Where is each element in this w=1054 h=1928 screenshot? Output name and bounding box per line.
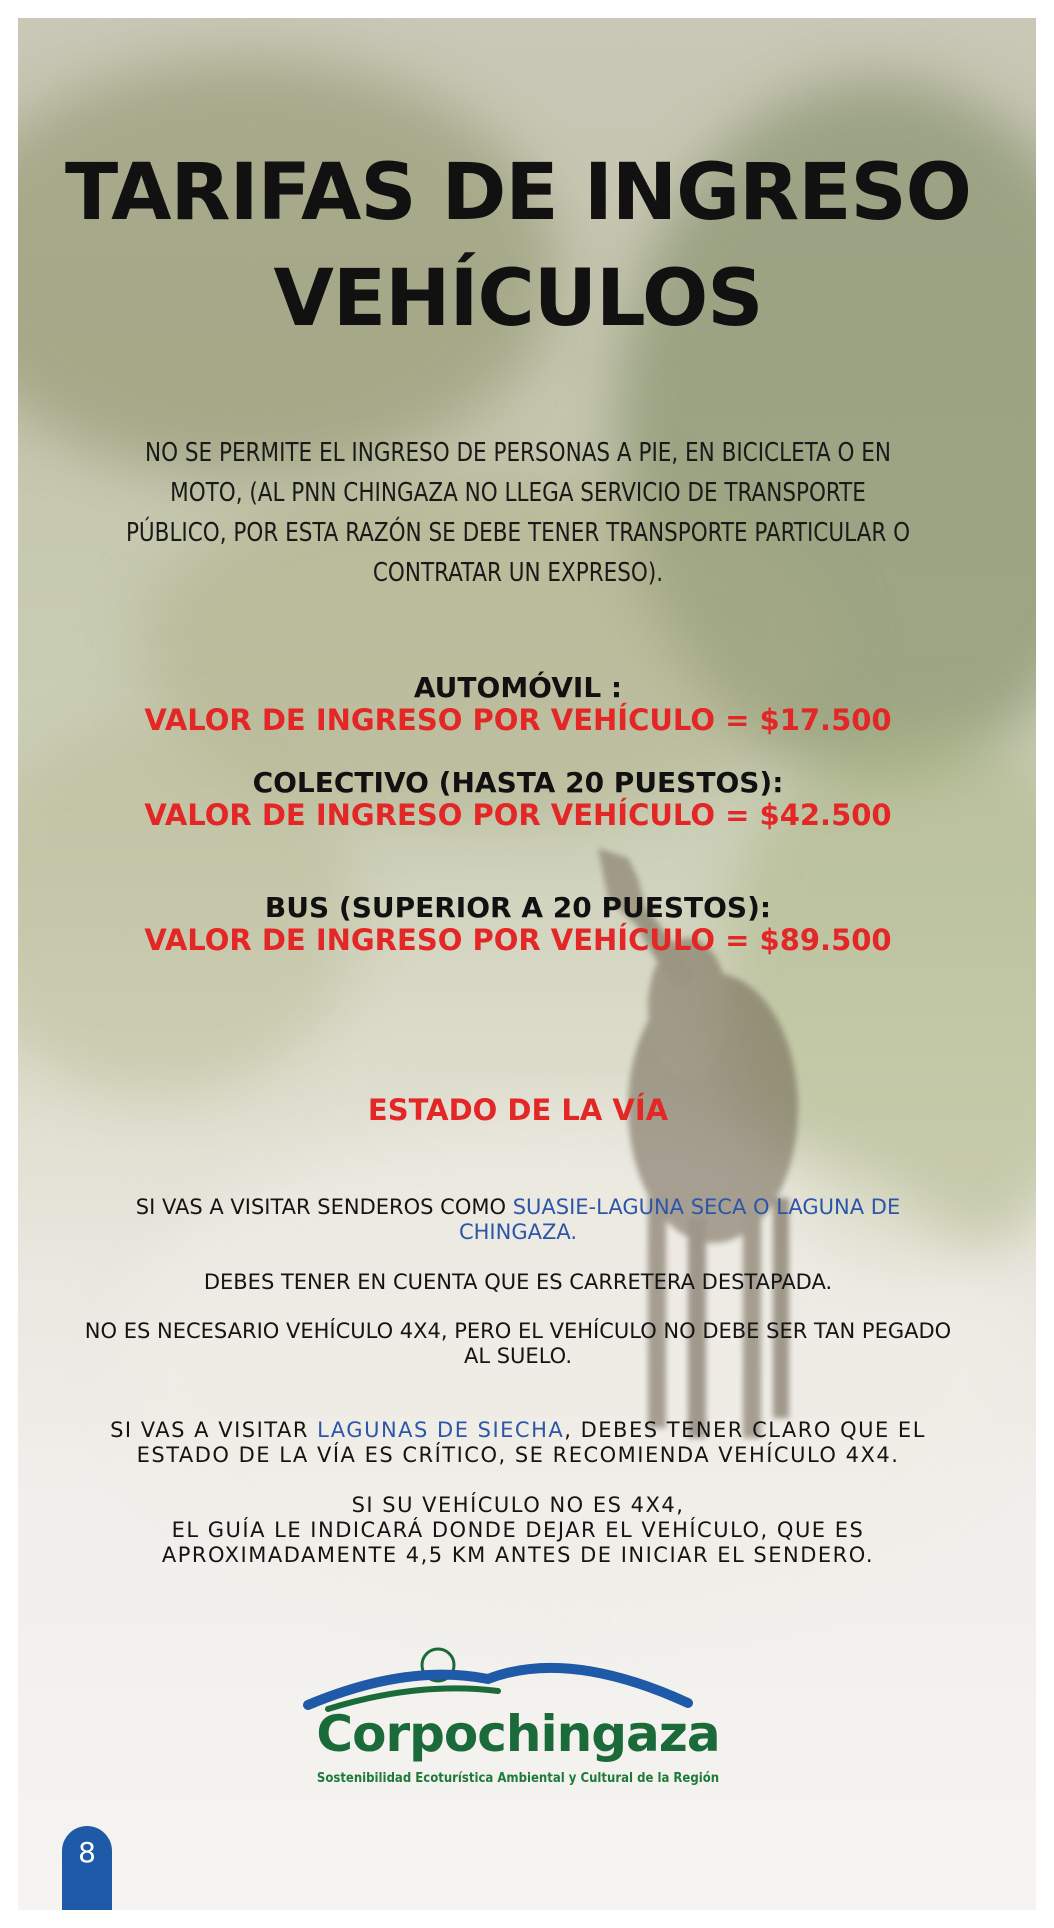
logo-wordmark: Corpochingaza bbox=[316, 1705, 720, 1763]
page-number-badge bbox=[62, 1826, 112, 1910]
rate-value-bus: VALOR DE INGRESO POR VEHÍCULO = $89.500 bbox=[144, 923, 892, 957]
page-title-line1: TARIFAS DE INGRESO bbox=[65, 148, 971, 238]
road-text: SI SU VEHÍCULO NO ES 4X4, bbox=[351, 1493, 685, 1517]
road-paragraph-5 bbox=[78, 1493, 958, 1568]
page bbox=[18, 18, 1036, 1910]
road-paragraph-1 bbox=[78, 1195, 958, 1245]
rate-label-colectivo: COLECTIVO (HASTA 20 PUESTOS): bbox=[252, 766, 784, 799]
road-text: SI VAS A VISITAR bbox=[110, 1418, 318, 1442]
rate-value-colectivo: VALOR DE INGRESO POR VEHÍCULO = $42.500 bbox=[144, 798, 892, 832]
road-paragraph-3: NO ES NECESARIO VEHÍCULO 4X4, PERO EL VEHÍCULO NO DEBE SER TAN PEGADO AL SUELO. bbox=[84, 1319, 952, 1368]
intro-line: PÚBLICO, POR ESTA RAZÓN SE DEBE TENER TRANSPORTE PARTICULAR O bbox=[125, 518, 911, 548]
road-text: EL GUÍA LE INDICARÁ DONDE DEJAR EL VEHÍCULO, QUE ES APROXIMADAMENTE 4,5 KM ANTES DE INICIAR EL SENDERO. bbox=[161, 1518, 875, 1567]
siecha-highlight: LAGUNAS DE SIECHA bbox=[317, 1418, 565, 1442]
intro-line: NO SE PERMITE EL INGRESO DE PERSONAS A PIE, EN BICICLETA O EN bbox=[145, 438, 891, 468]
intro-line: MOTO, (AL PNN CHINGAZA NO LLEGA SERVICIO DE TRANSPORTE bbox=[170, 478, 866, 508]
corpochingaza-logo bbox=[288, 1643, 748, 1803]
logo-tagline: Sostenibilidad Ecoturística Ambiental y Cultural de la Región bbox=[316, 1771, 720, 1786]
page-title-line2: VEHÍCULOS bbox=[273, 254, 763, 344]
road-text: , DEBES TENER CLARO QUE EL ESTADO DE LA VÍA ES CRÍTICO, SE RECOMIENDA VEHÍCULO 4X4. bbox=[136, 1418, 926, 1467]
content bbox=[18, 18, 1036, 1910]
rate-label-automovil: AUTOMÓVIL : bbox=[413, 671, 623, 704]
intro-line: CONTRATAR UN EXPRESO). bbox=[372, 558, 664, 588]
mountain-sun-icon bbox=[288, 1643, 748, 1713]
rate-value-automovil: VALOR DE INGRESO POR VEHÍCULO = $17.500 bbox=[144, 703, 892, 737]
road-paragraph-2: DEBES TENER EN CUENTA QUE ES CARRETERA DESTAPADA. bbox=[203, 1270, 833, 1294]
road-status-heading: ESTADO DE LA VÍA bbox=[367, 1093, 669, 1127]
intro-paragraph bbox=[104, 433, 932, 593]
trail-names-highlight: SUASIE-LAGUNA SECA O LAGUNA DE CHINGAZA. bbox=[458, 1195, 901, 1244]
page-number: 8 bbox=[78, 1836, 96, 1869]
road-text: SI VAS A VISITAR SENDEROS COMO bbox=[135, 1195, 513, 1219]
rate-label-bus: BUS (SUPERIOR A 20 PUESTOS): bbox=[264, 891, 772, 924]
road-paragraph-4 bbox=[78, 1418, 958, 1468]
